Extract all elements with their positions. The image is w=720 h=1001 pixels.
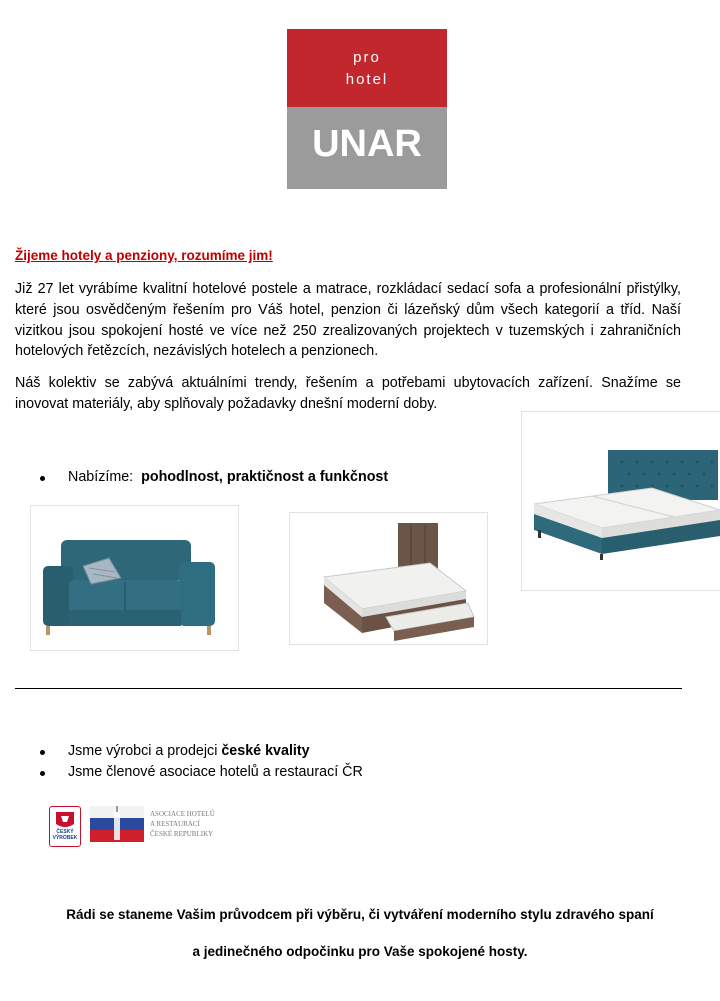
logo-brand-text: UNAR	[312, 123, 422, 165]
bullet-dot	[40, 771, 45, 776]
bullet-bold: české kvality	[221, 743, 310, 759]
bullet-dot	[40, 476, 45, 481]
association-line1: ASOCIACE HOTELŮ	[150, 810, 215, 818]
bullet-dot	[40, 750, 45, 755]
boxspring-bed-illustration	[522, 412, 720, 590]
sofa-illustration	[31, 506, 238, 650]
lion-icon	[50, 808, 80, 830]
logo-red-block	[287, 29, 447, 107]
trundle-bed-image	[289, 512, 488, 645]
bullet-text	[68, 743, 310, 759]
building-icon	[90, 806, 144, 842]
logo-hotel-text: hotel	[345, 71, 389, 88]
association-line2: A RESTAURACÍ	[150, 820, 200, 828]
badge-line2: VÝROBEK	[52, 835, 78, 841]
logo-pro-text: pro	[353, 49, 381, 66]
association-line3: ČESKÉ REPUBLIKY	[150, 830, 214, 838]
badge-line1: ČESKÝ	[56, 829, 74, 835]
boxspring-bed-image	[521, 411, 720, 591]
trundle-bed-illustration	[290, 513, 487, 644]
sofa-image	[30, 505, 239, 651]
bullet-text: Jsme členové asociace hotelů a restaurací ČR	[68, 764, 363, 780]
page-headline: Žijeme hotely a penziony, rozumíme jim!	[15, 248, 273, 263]
closing-line-2: a jedinečného odpočinku pro Vaše spokojené hosty.	[192, 944, 528, 959]
team-paragraph: Náš kolektiv se zabývá aktuálními trendy, řešením a potřebami ubytovacích zařízení. Snažíme se inovovat materiály, aby splňovaly požadavky dnešní moderní doby.	[15, 375, 681, 412]
offer-text	[68, 469, 388, 485]
offer-prefix: Nabízíme:	[68, 469, 134, 485]
czech-product-text	[50, 829, 80, 841]
offer-bold: pohodlnost, praktičnost a funkčnost	[141, 469, 389, 485]
czech-product-badge	[49, 806, 81, 847]
unar-logo	[287, 29, 447, 189]
divider	[15, 688, 682, 689]
association-logo	[90, 806, 223, 842]
closing-line-1: Rádi se staneme Vašim průvodcem při výběru, či vytváření moderního stylu zdravého spaní	[66, 907, 654, 922]
bullet-prefix: Jsme výrobci a prodejci	[68, 743, 222, 759]
intro-paragraph: Již 27 let vyrábíme kvalitní hotelové postele a matrace, rozkládací sedací sofa a profesionální přistýlky, které jsou osvědčeným řešením pro Váš hotel, penzion či lázeňský dům všech kategorií a tříd. Naší vizitkou jsou spokojení hosté ve více než 250 zrealizovaných projektech v tuzemských i zahraničních hotelových řetězcích, nezávislých hotelech a penzionech.	[15, 281, 681, 360]
association-text	[150, 809, 215, 839]
